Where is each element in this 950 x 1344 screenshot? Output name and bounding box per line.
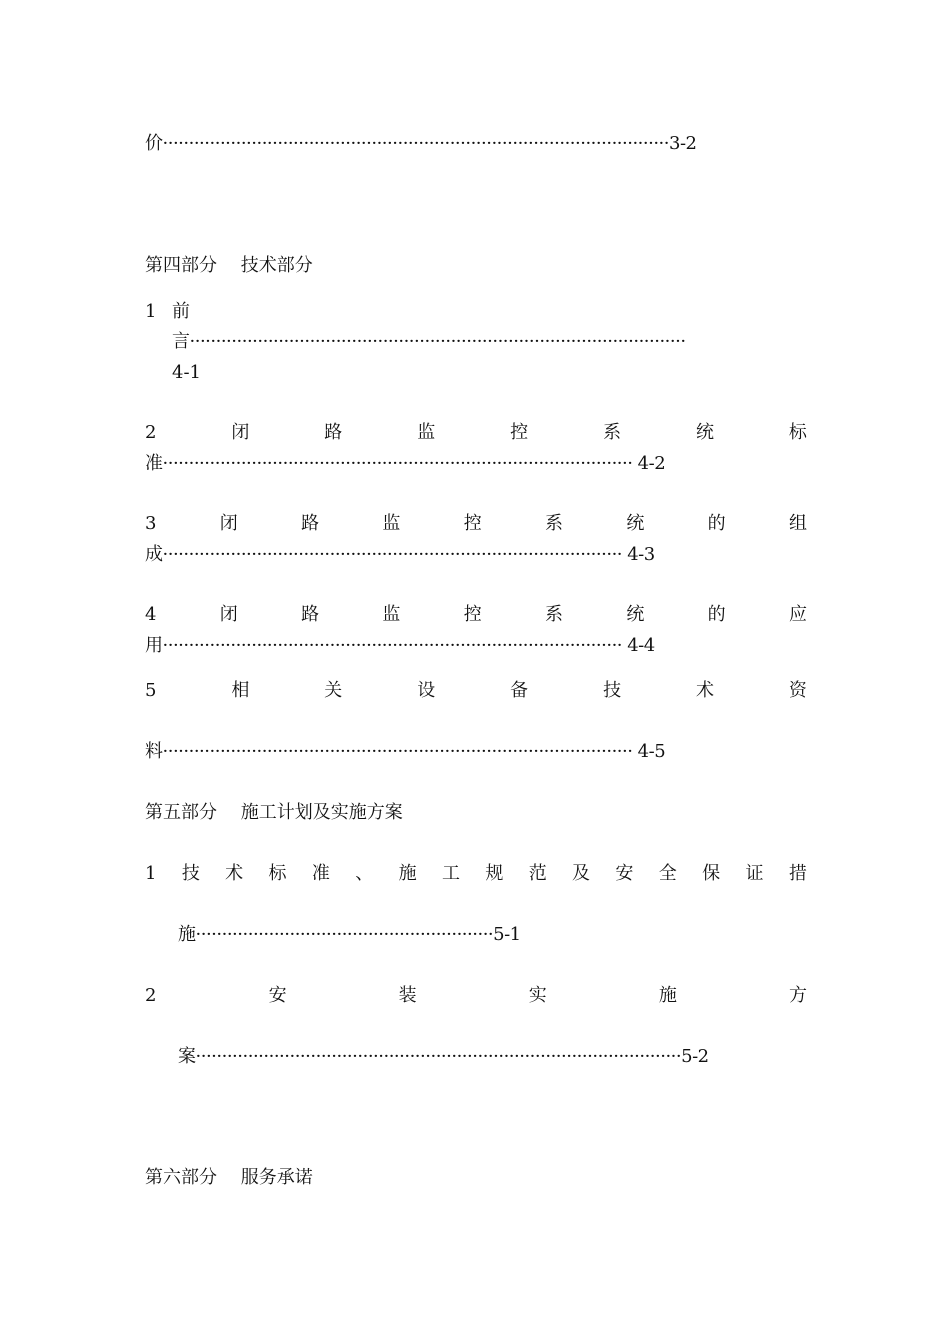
toc-item-leader: 用························································································ 4-4: [145, 635, 655, 656]
spread-char: 控: [463, 604, 482, 625]
spread-char: 控: [463, 513, 482, 534]
spread-char: 设: [417, 680, 436, 701]
spread-char: 路: [324, 422, 343, 443]
spread-char: 3: [145, 513, 157, 534]
spread-char: 范: [528, 863, 547, 884]
toc-row-spread: [145, 680, 807, 702]
spread-char: 系: [603, 422, 622, 443]
spread-char: 安: [615, 863, 634, 884]
spread-char: 方: [789, 985, 807, 1006]
spread-char: 统: [695, 422, 714, 443]
spread-char: 保: [702, 863, 721, 884]
spread-char: 闭: [231, 422, 250, 443]
spread-char: 标: [788, 422, 807, 443]
toc-row-spread: [145, 513, 807, 535]
toc-item-number: 1: [145, 301, 157, 322]
toc-row-spread: [145, 604, 807, 626]
spread-char: 关: [324, 680, 343, 701]
spread-char: 统: [626, 604, 645, 625]
spread-char: 准: [311, 863, 330, 884]
spread-char: 标: [268, 863, 287, 884]
toc-item-leader: 案·····························································································5-2: [178, 1046, 709, 1067]
spread-char: 施: [398, 863, 417, 884]
spread-char: 相: [231, 680, 250, 701]
spread-char: 路: [301, 604, 320, 625]
spread-char: 工: [441, 863, 460, 884]
spread-char: 控: [510, 422, 529, 443]
spread-char: 资: [788, 680, 807, 701]
spread-char: 路: [301, 513, 320, 534]
spread-char: 技: [603, 680, 622, 701]
spread-char: 术: [225, 863, 244, 884]
spread-char: 安: [268, 985, 287, 1006]
spread-char: 技: [181, 863, 200, 884]
spread-char: 统: [626, 513, 645, 534]
spread-char: 2: [145, 985, 157, 1006]
toc-item-page: 4-1: [172, 362, 201, 383]
spread-char: 全: [658, 863, 677, 884]
toc-row-spread: [145, 422, 807, 444]
spread-char: 证: [745, 863, 764, 884]
spread-char: 、: [355, 863, 374, 884]
spread-char: 实: [528, 985, 547, 1006]
spread-char: 组: [788, 513, 807, 534]
spread-char: 的: [707, 604, 726, 625]
spread-char: 应: [788, 604, 807, 625]
spread-char: 2: [145, 422, 157, 443]
spread-char: 5: [145, 680, 157, 701]
toc-item-leader: 料·························································································· 4-5: [145, 741, 666, 762]
toc-item-text: 前: [172, 301, 190, 322]
spread-char: 4: [145, 604, 157, 625]
section-heading-part4: 第四部分 技术部分: [145, 255, 313, 276]
spread-char: 监: [417, 422, 436, 443]
toc-row-spread: [145, 985, 807, 1007]
spread-char: 系: [545, 604, 564, 625]
spread-char: 术: [695, 680, 714, 701]
spread-char: 系: [545, 513, 564, 534]
toc-item-leader: 准·························································································· 4-2: [145, 453, 666, 474]
spread-char: 的: [707, 513, 726, 534]
toc-line-price: 价·································································································3-2: [145, 133, 697, 154]
toc-row-spread: [145, 863, 807, 885]
spread-char: 措: [788, 863, 807, 884]
spread-char: 备: [510, 680, 529, 701]
toc-item-leader: 施·························································5-1: [178, 924, 521, 945]
section-heading-part6: 第六部分 服务承诺: [145, 1167, 313, 1188]
spread-char: 施: [658, 985, 677, 1006]
spread-char: 装: [398, 985, 417, 1006]
spread-char: 及: [572, 863, 591, 884]
toc-item-leader: 言·······························································································: [172, 331, 686, 352]
spread-char: 监: [382, 604, 401, 625]
spread-char: 闭: [219, 513, 238, 534]
section-heading-part5: 第五部分 施工计划及实施方案: [145, 802, 403, 823]
spread-char: 规: [485, 863, 504, 884]
spread-char: 闭: [219, 604, 238, 625]
spread-char: 1: [145, 863, 157, 884]
toc-item-leader: 成························································································ 4-3: [145, 544, 655, 565]
spread-char: 监: [382, 513, 401, 534]
